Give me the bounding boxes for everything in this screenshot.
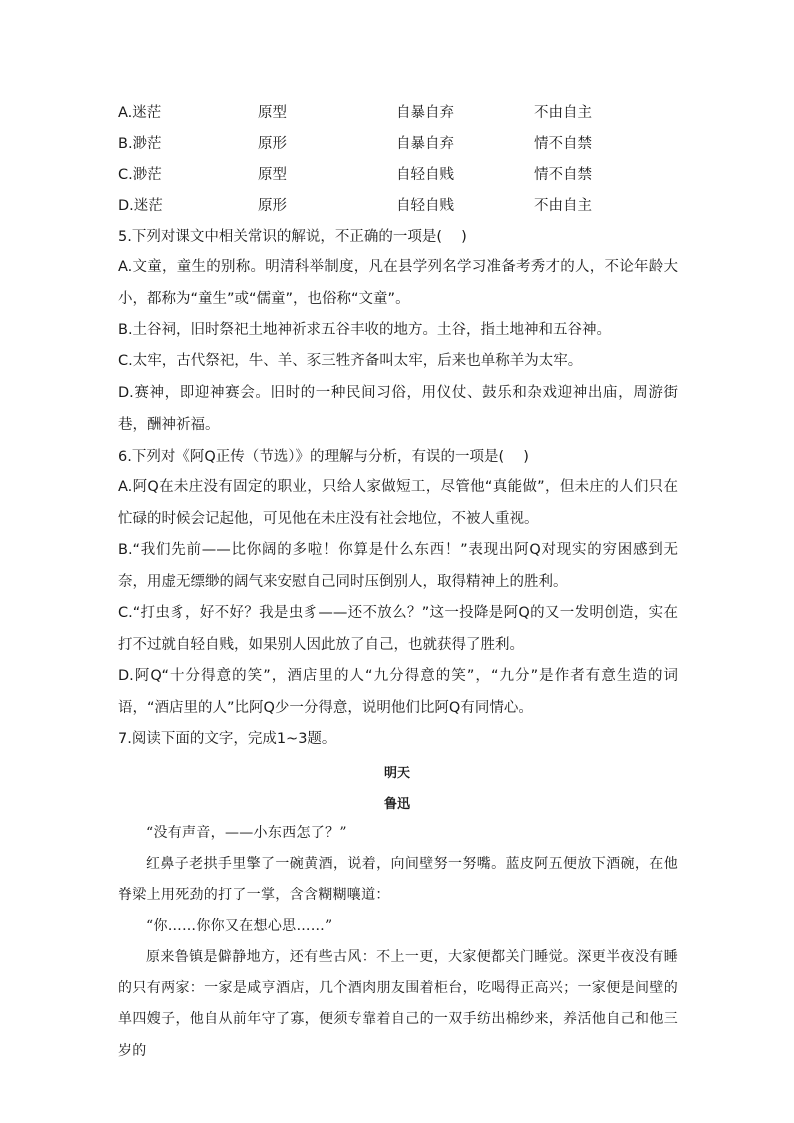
option-word-4: 不由自主 [534,105,592,121]
question-5-stem: 5.下列对课文中相关常识的解说，不正确的一项是( ) [118,229,467,245]
story-author: 鲁迅 [383,797,410,812]
question-6-option-a: A.阿Q在未庄没有固定的职业，只给人家做短工，尽管他“真能做”，但未庄的人们只在忙碌的时候会记起他，可见他在未庄没有社会地位，不被人重视。 [118,479,678,527]
option-letter-word: D.迷茫 [118,198,163,214]
story-paragraph-2: 红鼻子老拱手里擎了一碗黄酒，说着，向间壁努一努嘴。蓝皮阿五便放下酒碗，在他脊梁上用死劲的打了一掌，含含糊糊嚷道： [118,856,678,904]
story-title: 明天 [383,766,410,781]
question-6-stem: 6.下列对《阿Q正传（节选）》的理解与分析，有误的一项是( ) [118,449,529,465]
question-6-option-d: D.阿Q“十分得意的笑”，酒店里的人“九分得意的笑”，“九分”是作者有意生造的词语，“酒店里的人”比阿Q少一分得意，说明他们比阿Q有同情心。 [118,668,678,716]
option-word-2: 原型 [258,167,287,183]
option-letter-word: C.渺茫 [118,167,162,183]
question-5-option-a: A.文童，童生的别称。明清科举制度，凡在县学列名学习准备考秀才的人，不论年龄大小，都称为“童生”或“儒童”，也俗称“文童”。 [118,259,678,307]
option-word-2: 原型 [258,105,287,121]
question-5-option-c: C.太牢，古代祭祀，牛、羊、豕三牲齐备叫太牢，后来也单称羊为太牢。 [118,353,583,369]
option-word-3: 自暴自弃 [396,136,454,152]
option-word-2: 原形 [258,136,287,152]
question-6-option-c: C.“打虫豸，好不好？我是虫豸——还不放么？”这一投降是阿Q的又一发明创造，实在打不过就自轻自贱，如果别人因此放了自己，也就获得了胜利。 [118,605,678,653]
story-paragraph-4: 原来鲁镇是僻静地方，还有些古风：不上一更，大家便都关门睡觉。深更半夜没有睡的只有两家：一家是咸亨酒店，几个酒肉朋友围着柜台，吃喝得正高兴；一家便是间壁的单四嫂子，他自从前年守了寡，便须专靠着自己的一双手纺出棉纱来，养活他自己和他三岁的 [118,949,678,1059]
option-word-3: 自轻自贱 [396,167,454,183]
option-word-4: 情不自禁 [534,167,592,183]
option-word-4: 不由自主 [534,198,592,214]
question-5-option-b: B.土谷祠，旧时祭祀土地神祈求五谷丰收的地方。土谷，指土地神和五谷神。 [118,322,612,338]
option-letter-word: B.渺茫 [118,136,162,152]
option-word-4: 情不自禁 [534,136,592,152]
question-7-stem: 7.阅读下面的文字，完成1~3题。 [118,731,337,747]
story-paragraph-1: “没有声音，——小东西怎了？” [146,825,347,841]
option-word-2: 原形 [258,198,287,214]
option-word-3: 自暴自弃 [396,105,454,121]
question-5-option-d: D.赛神，即迎神赛会。旧时的一种民间习俗，用仪仗、鼓乐和杂戏迎神出庙，周游街巷，酬神祈福。 [118,385,678,433]
option-letter-word: A.迷茫 [118,105,162,121]
option-word-3: 自轻自贱 [396,198,454,214]
question-6-option-b: B.“我们先前——比你阔的多啦！你算是什么东西！”表现出阿Q对现实的穷困感到无奈，用虚无缥缈的阔气来安慰自己同时压倒别人，取得精神上的胜利。 [118,542,678,590]
story-paragraph-3: “你……你你又在想心思……” [146,918,333,934]
